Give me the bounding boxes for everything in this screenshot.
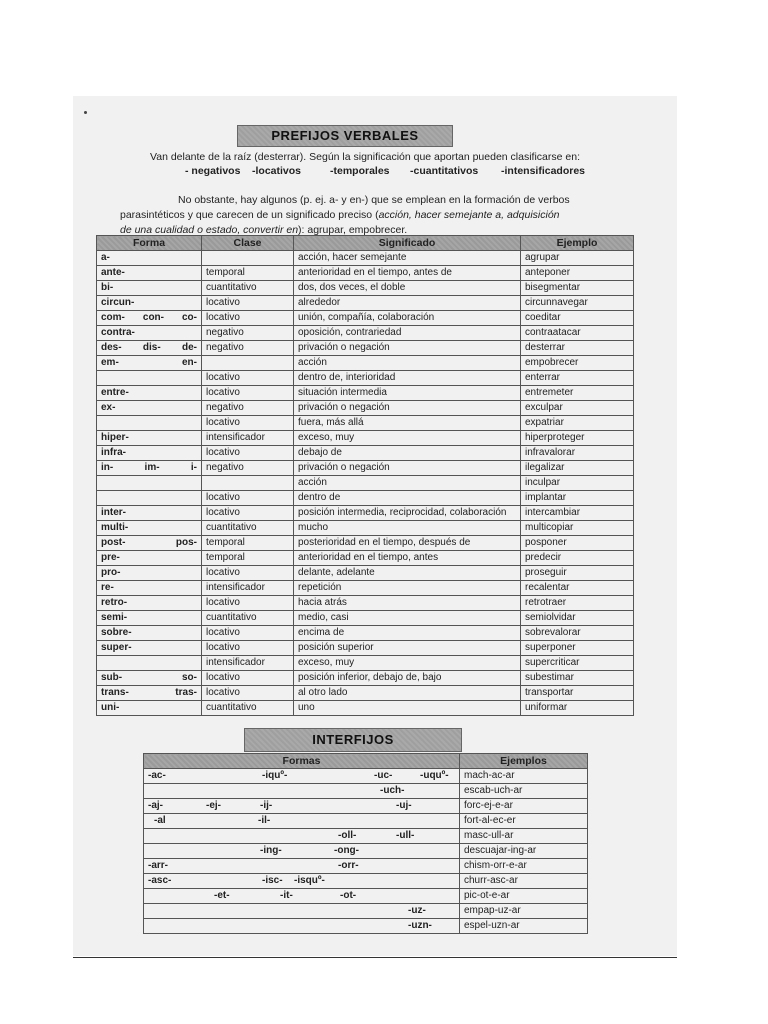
cell-forma xyxy=(97,371,202,386)
cell-forma: com- con- co- xyxy=(97,311,202,326)
type-negativos: - negativos xyxy=(185,165,241,177)
header-clase: Clase xyxy=(202,236,294,251)
cell-sig: delante, adelante xyxy=(294,566,521,581)
cell-ej: circunnavegar xyxy=(521,296,634,311)
table-row xyxy=(97,551,634,566)
table-row xyxy=(144,874,588,889)
cell-sig: dentro de, interioridad xyxy=(294,371,521,386)
cell-sig: posterioridad en el tiempo, después de xyxy=(294,536,521,551)
cell-forma: des- dis- de- xyxy=(97,341,202,356)
cell-ej: expatriar xyxy=(521,416,634,431)
cell-clase: locativo xyxy=(202,386,294,401)
table-row xyxy=(97,356,634,371)
cell-ejemplo: pic-ot-e-ar xyxy=(460,889,588,904)
cell-sig: fuera, más allá xyxy=(294,416,521,431)
table-row xyxy=(97,656,634,671)
bottom-rule xyxy=(73,957,677,958)
cell-ej: uniformar xyxy=(521,701,634,716)
cell-formas xyxy=(144,799,460,814)
type-cuantitativos: -cuantitativos xyxy=(410,165,479,177)
cell-forma: hiper- xyxy=(97,431,202,446)
table-row xyxy=(97,386,634,401)
interfijo-form: -isquº- xyxy=(294,875,325,886)
cell-sig: acción xyxy=(294,356,521,371)
cell-clase: cuantitativo xyxy=(202,281,294,296)
cell-forma: retro- xyxy=(97,596,202,611)
cell-ejemplo: empap-uz-ar xyxy=(460,904,588,919)
table-row xyxy=(97,416,634,431)
cell-clase: locativo xyxy=(202,686,294,701)
table-row xyxy=(97,371,634,386)
cell-sig: acción, hacer semejante xyxy=(294,251,521,266)
cell-clase: temporal xyxy=(202,266,294,281)
cell-formas xyxy=(144,919,460,934)
cell-ejemplo: masc-ull-ar xyxy=(460,829,588,844)
cell-ej: subestimar xyxy=(521,671,634,686)
cell-formas xyxy=(144,889,460,904)
cell-forma: infra- xyxy=(97,446,202,461)
cell-ej: exculpar xyxy=(521,401,634,416)
cell-forma: re- xyxy=(97,581,202,596)
table-row xyxy=(97,431,634,446)
cell-formas xyxy=(144,784,460,799)
table-row xyxy=(97,326,634,341)
table-row xyxy=(97,521,634,536)
interfijo-form: -arr- xyxy=(148,860,169,871)
interfijo-form: -ong- xyxy=(334,845,359,856)
type-locativos: -locativos xyxy=(252,165,302,177)
cell-sig: debajo de xyxy=(294,446,521,461)
cell-ej: contraatacar xyxy=(521,326,634,341)
cell-forma xyxy=(97,656,202,671)
cell-ej: coeditar xyxy=(521,311,634,326)
cell-sig: posición inferior, debajo de, bajo xyxy=(294,671,521,686)
table-row xyxy=(97,341,634,356)
table-row xyxy=(97,671,634,686)
cell-forma: circun- xyxy=(97,296,202,311)
cell-clase: locativo xyxy=(202,626,294,641)
type-temporales: -temporales xyxy=(330,165,390,177)
cell-forma: in- im- i- xyxy=(97,461,202,476)
cell-sig: anterioridad en el tiempo, antes xyxy=(294,551,521,566)
cell-clase: locativo xyxy=(202,566,294,581)
cell-forma: bi- xyxy=(97,281,202,296)
cell-forma: em- en- xyxy=(97,356,202,371)
note-line-2-text: parasintéticos y que carecen de un significado preciso ( xyxy=(120,209,379,221)
cell-ej: intercambiar xyxy=(521,506,634,521)
cell-sig: mucho xyxy=(294,521,521,536)
interfijo-form: -et- xyxy=(214,890,230,901)
cell-ej: bisegmentar xyxy=(521,281,634,296)
cell-ej: entremeter xyxy=(521,386,634,401)
cell-sig: hacia atrás xyxy=(294,596,521,611)
cell-clase: locativo xyxy=(202,596,294,611)
cell-ej: agrupar xyxy=(521,251,634,266)
cell-forma: multi- xyxy=(97,521,202,536)
cell-clase: cuantitativo xyxy=(202,701,294,716)
cell-ej: implantar xyxy=(521,491,634,506)
cell-clase xyxy=(202,251,294,266)
table-row xyxy=(97,581,634,596)
cell-sig: encima de xyxy=(294,626,521,641)
intro-text: Van delante de la raíz (desterrar). Según la significación que aportan pueden clasificarse en: xyxy=(150,151,580,163)
interfijo-form: -uc- xyxy=(374,770,393,781)
table-row xyxy=(97,596,634,611)
cell-forma: semi- xyxy=(97,611,202,626)
table-row xyxy=(144,784,588,799)
table-row xyxy=(97,611,634,626)
table-row xyxy=(97,536,634,551)
table-row xyxy=(97,446,634,461)
cell-clase: locativo xyxy=(202,641,294,656)
cell-ej: proseguir xyxy=(521,566,634,581)
cell-clase xyxy=(202,356,294,371)
note-paragraph xyxy=(120,193,640,238)
cell-clase: intensificador xyxy=(202,581,294,596)
cell-sig: privación o negación xyxy=(294,401,521,416)
cell-clase: temporal xyxy=(202,536,294,551)
cell-clase: locativo xyxy=(202,311,294,326)
cell-ej: hiperproteger xyxy=(521,431,634,446)
cell-forma xyxy=(97,476,202,491)
cell-sig: privación o negación xyxy=(294,341,521,356)
interfijo-form: -uch- xyxy=(380,785,405,796)
cell-forma xyxy=(97,416,202,431)
cell-formas xyxy=(144,874,460,889)
cell-ej: superponer xyxy=(521,641,634,656)
cell-sig: oposición, contrariedad xyxy=(294,326,521,341)
cell-sig: acción xyxy=(294,476,521,491)
cell-ejemplo: descuajar-ing-ar xyxy=(460,844,588,859)
cell-clase: negativo xyxy=(202,341,294,356)
cell-ej: empobrecer xyxy=(521,356,634,371)
cell-ej: predecir xyxy=(521,551,634,566)
table-row xyxy=(144,814,588,829)
cell-sig: repetición xyxy=(294,581,521,596)
header-significado: Significado xyxy=(294,236,521,251)
cell-forma: ante- xyxy=(97,266,202,281)
cell-clase xyxy=(202,476,294,491)
cell-forma: sub- so- xyxy=(97,671,202,686)
cell-sig: exceso, muy xyxy=(294,431,521,446)
table-row xyxy=(97,476,634,491)
cell-ej: transportar xyxy=(521,686,634,701)
cell-sig: exceso, muy xyxy=(294,656,521,671)
cell-ejemplo: fort-al-ec-er xyxy=(460,814,588,829)
table-row xyxy=(97,281,634,296)
cell-formas xyxy=(144,814,460,829)
cell-ej: multicopiar xyxy=(521,521,634,536)
scan-speck xyxy=(84,111,87,114)
cell-clase: intensificador xyxy=(202,656,294,671)
cell-forma: super- xyxy=(97,641,202,656)
cell-sig: privación o negación xyxy=(294,461,521,476)
cell-ej: enterrar xyxy=(521,371,634,386)
interfijo-form: -oll- xyxy=(338,830,357,841)
cell-ej: sobrevalorar xyxy=(521,626,634,641)
cell-sig: unión, compañía, colaboración xyxy=(294,311,521,326)
cell-ej: infravalorar xyxy=(521,446,634,461)
cell-clase: locativo xyxy=(202,671,294,686)
interfijo-form: -iquº- xyxy=(262,770,288,781)
table-header-row xyxy=(97,236,634,251)
cell-sig: al otro lado xyxy=(294,686,521,701)
cell-ej: ilegalizar xyxy=(521,461,634,476)
table-row xyxy=(97,311,634,326)
table-row xyxy=(97,566,634,581)
interfijo-form: -uquº- xyxy=(420,770,449,781)
cell-sig: alrededor xyxy=(294,296,521,311)
interfijo-form: -ing- xyxy=(260,845,282,856)
interfijo-form: -ej- xyxy=(206,800,221,811)
header-ejemplo: Ejemplo xyxy=(521,236,634,251)
cell-ej: desterrar xyxy=(521,341,634,356)
cell-clase: intensificador xyxy=(202,431,294,446)
table-row xyxy=(144,919,588,934)
note-line-1: No obstante, hay algunos (p. ej. a- y en-) que se emplean en la formación de verbos xyxy=(178,194,570,206)
cell-ejemplo: churr-asc-ar xyxy=(460,874,588,889)
cell-clase: negativo xyxy=(202,461,294,476)
interfijo-form: -il- xyxy=(258,815,271,826)
interfijo-form: -ull- xyxy=(396,830,415,841)
table-row xyxy=(144,904,588,919)
cell-formas xyxy=(144,859,460,874)
cell-clase: locativo xyxy=(202,506,294,521)
table-row xyxy=(97,701,634,716)
cell-ejemplo: escab-uch-ar xyxy=(460,784,588,799)
cell-forma: a- xyxy=(97,251,202,266)
cell-clase: locativo xyxy=(202,416,294,431)
table-row xyxy=(97,251,634,266)
interfijo-form: -uzn- xyxy=(408,920,432,931)
cell-forma: entre- xyxy=(97,386,202,401)
table-row xyxy=(97,506,634,521)
cell-forma xyxy=(97,491,202,506)
prefijos-table xyxy=(96,235,634,716)
title-interfijos: INTERFIJOS xyxy=(244,728,462,752)
cell-formas xyxy=(144,904,460,919)
header-forma: Forma xyxy=(97,236,202,251)
header-ejemplos: Ejemplos xyxy=(460,754,588,769)
header-formas: Formas xyxy=(144,754,460,769)
cell-ejemplo: mach-ac-ar xyxy=(460,769,588,784)
table-row xyxy=(97,401,634,416)
cell-ej: retrotraer xyxy=(521,596,634,611)
cell-sig: anterioridad en el tiempo, antes de xyxy=(294,266,521,281)
cell-clase: negativo xyxy=(202,326,294,341)
cell-ej: recalentar xyxy=(521,581,634,596)
interfijo-form: -ot- xyxy=(340,890,357,901)
cell-forma: uni- xyxy=(97,701,202,716)
table-row xyxy=(144,859,588,874)
cell-sig: situación intermedia xyxy=(294,386,521,401)
table-row xyxy=(97,641,634,656)
cell-ejemplo: espel-uzn-ar xyxy=(460,919,588,934)
cell-sig: posición intermedia, reciprocidad, colaboración xyxy=(294,506,521,521)
table-row xyxy=(97,686,634,701)
cell-forma: ex- xyxy=(97,401,202,416)
cell-clase: negativo xyxy=(202,401,294,416)
interfijo-form: -uj- xyxy=(396,800,412,811)
table-row xyxy=(144,799,588,814)
interfijo-form: -al xyxy=(154,815,166,826)
note-line-2 xyxy=(120,208,640,223)
table-row xyxy=(97,491,634,506)
cell-ej: semiolvidar xyxy=(521,611,634,626)
interfijo-form: -asc- xyxy=(148,875,172,886)
cell-ej: posponer xyxy=(521,536,634,551)
interfijo-form: -uz- xyxy=(408,905,426,916)
table-row xyxy=(97,626,634,641)
cell-formas xyxy=(144,769,460,784)
cell-clase: locativo xyxy=(202,491,294,506)
table-row xyxy=(97,266,634,281)
title-prefijos-verbales: PREFIJOS VERBALES xyxy=(237,125,453,147)
cell-ej: anteponer xyxy=(521,266,634,281)
cell-forma: post- pos- xyxy=(97,536,202,551)
cell-clase: cuantitativo xyxy=(202,521,294,536)
table-header-row xyxy=(144,754,588,769)
note-line-3-text: ): agrupar, empobrecer. xyxy=(298,224,408,236)
cell-forma: trans- tras- xyxy=(97,686,202,701)
cell-clase: locativo xyxy=(202,296,294,311)
cell-clase: locativo xyxy=(202,371,294,386)
cell-sig: medio, casi xyxy=(294,611,521,626)
interfijo-form: -aj- xyxy=(148,800,163,811)
table-row xyxy=(97,296,634,311)
cell-clase: locativo xyxy=(202,446,294,461)
table-row xyxy=(144,769,588,784)
table-row xyxy=(144,829,588,844)
cell-sig: dentro de xyxy=(294,491,521,506)
cell-forma: pro- xyxy=(97,566,202,581)
interfijo-form: -ij- xyxy=(260,800,273,811)
cell-forma: inter- xyxy=(97,506,202,521)
type-intensificadores: -intensificadores xyxy=(501,165,586,177)
cell-forma: pre- xyxy=(97,551,202,566)
cell-sig: dos, dos veces, el doble xyxy=(294,281,521,296)
cell-ej: supercriticar xyxy=(521,656,634,671)
cell-clase: temporal xyxy=(202,551,294,566)
cell-sig: uno xyxy=(294,701,521,716)
cell-forma: sobre- xyxy=(97,626,202,641)
cell-clase: cuantitativo xyxy=(202,611,294,626)
note-line-2-italic: acción, hacer semejante a, adquisición xyxy=(378,209,560,221)
cell-sig: posición superior xyxy=(294,641,521,656)
interfijo-form: -isc- xyxy=(262,875,283,886)
table-row xyxy=(97,461,634,476)
interfijo-form: -orr- xyxy=(338,860,359,871)
interfijos-table xyxy=(143,753,588,934)
table-row xyxy=(144,844,588,859)
cell-ej: inculpar xyxy=(521,476,634,491)
cell-ejemplo: forc-ej-e-ar xyxy=(460,799,588,814)
interfijo-form: -it- xyxy=(280,890,293,901)
interfijo-form: -ac- xyxy=(148,770,166,781)
table-row xyxy=(144,889,588,904)
cell-ejemplo: chism-orr-e-ar xyxy=(460,859,588,874)
cell-formas xyxy=(144,844,460,859)
cell-forma: contra- xyxy=(97,326,202,341)
cell-formas xyxy=(144,829,460,844)
note-line-3-italic: de una cualidad o estado, convertir en xyxy=(120,224,299,236)
